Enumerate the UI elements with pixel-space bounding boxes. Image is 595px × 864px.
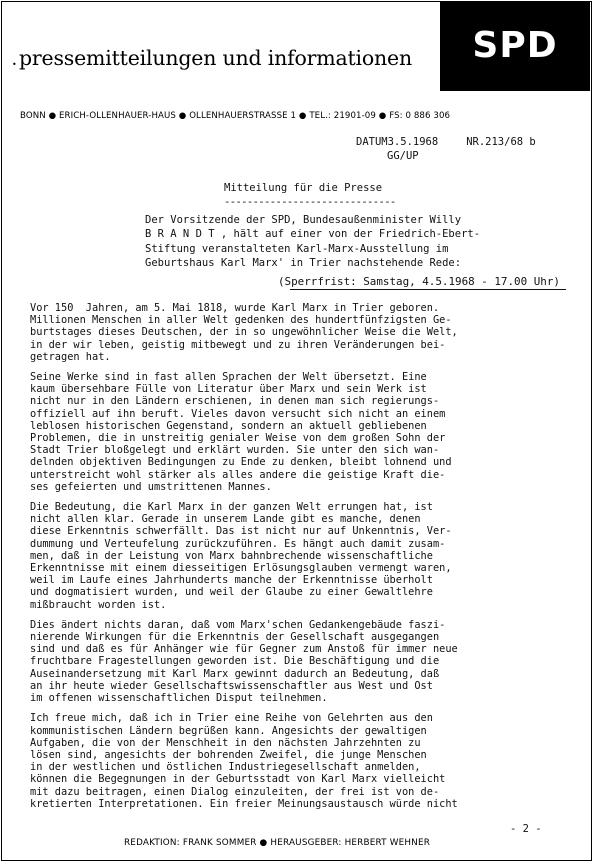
body-paragraph: Seine Werke sind in fast allen Sprachen der Welt übersetzt. Eine kaum übersehbare Fülle von Literatur über Marx und sein Werk ist nicht nur in den Ländern erschienen, in denen man sich regierungs- offiziell auf ihn beruft. Vieles davon versucht sich nicht an einem leblosen historischen Gegenstand, sondern an aktuell gebliebenen Problemen, die in unstreitig genialer Weise von dem großen Sohn der Stadt Trier bloßgelegt und erklärt wurden. Sie unter den sich wan- delnden objektiven Bedingungen zu Ende zu denken, bleibt lohnend und unterstreicht wohl stärker als alles andere die geistige Kraft die- ses gefeierten und umstrittenen Mannes. [30, 371, 452, 493]
body-paragraph: Dies ändert nichts daran, daß vom Marx'schen Gedankengebäude faszi- nierende Wirkungen für die Erkenntnis der Gesellschaft ausgegangen sind und daß es für Anhänger wie für Gegner zum Anstoß für immer neue fruchtbare Fragestellungen geworden ist. Die Beschäftigung und die Auseinandersetzung mit Karl Marx gewinnt dadurch an Bedeutung, daß an ihr heute wieder Gesellschaftswissenschaftler aus West und Ost im offenen wissenschaftlichen Disput teilnehmen. [30, 618, 458, 705]
page-number: - 2 - [510, 823, 542, 835]
release-number: NR.213/68 b [466, 136, 536, 148]
speech-body [30, 302, 590, 818]
date-number-line [356, 136, 536, 148]
body-paragraph: Die Bedeutung, die Karl Marx in der ganzen Welt errungen hat, ist nicht allen klar. Gerade in unserem Lande gibt es manche, denen diese Erkenntnis schwerfällt. Das ist nicht nur auf Unkenntnis, Ver- dummung und Verteufelung zurückzuführen. Es hängt auch damit zusam- men, daß in der Leistung von Marx bahnbrechende wissenschaftliche Erkenntnisse mit einem diesseitigen Erlösungsglauben vermengt waren, weil im Laufe eines Jahrhunderts manche der Erkenntnisse überholt und dogmatisiert wurden, und weil der Glaube zu einer Gewaltlehre mißbraucht worden ist. [30, 501, 452, 611]
date-field: DATUM3.5.1968 [356, 136, 439, 148]
body-paragraph: Ich freue mich, daß ich in Trier eine Reihe von Gelehrten aus den kommunistischen Ländern begrüßen kann. Angesichts der gewaltigen Aufgaben, die von der Menschheit in den nächsten Jahrzehnten zu lösen sind, angesichts der bohrenden Zweifel, die junge Menschen in der westlichen und östlichen Industriegesellschaft anmelden, können die Begegnungen in der Geburtsstadt von Karl Marx vielleicht mit dazu beitragen, einen Dialog einzuleiten, der frei ist von de- kretierten Interpretationen. Ein freier Meinungsaustausch würde nicht [30, 712, 458, 810]
body-paragraph: Vor 150 Jahren, am 5. Mai 1818, wurde Karl Marx in Trier geboren. Millionen Menschen in aller Welt gedenken des hundertfünfzigsten Ge- burtstages dieses Deutschen, der in so ungewöhnlicher Weise die Welt, in der wir leben, geistig mitbewegt und zu ihren Veränderungen bei- getragen hat. [30, 302, 458, 363]
editorial-footer: REDAKTION: FRANK SOMMER ● HERAUSGEBER: HERBERT WEHNER [124, 838, 431, 848]
embargo-underline [290, 289, 566, 290]
document-heading: Mitteilung für die Presse [224, 182, 383, 194]
embargo-notice: (Sperrfrist: Samstag, 4.5.1968 - 17.00 Uhr) [278, 275, 560, 288]
header-bullet: • [12, 60, 17, 69]
heading-rule: ------------------------------ [224, 196, 396, 208]
intro-paragraph: Der Vorsitzende der SPD, Bundesaußenminister Willy B R A N D T , hält auf einer von der Friedrich-Ebert- Stiftung veranstalteten Karl-Marx-Ausstellung im Geburtshaus Karl Marx' in Trier nachstehende Rede: [145, 214, 481, 270]
initials: GG/UP [387, 150, 419, 162]
letterhead-title: pressemitteilungen und informationen [19, 46, 412, 70]
address-line: BONN ● ERICH-OLLENHAUER-HAUS ● OLLENHAUERSTRASSE 1 ● TEL.: 21901-09 ● FS: 0 886 306 [20, 111, 451, 121]
spd-logo: SPD [440, 1, 590, 91]
